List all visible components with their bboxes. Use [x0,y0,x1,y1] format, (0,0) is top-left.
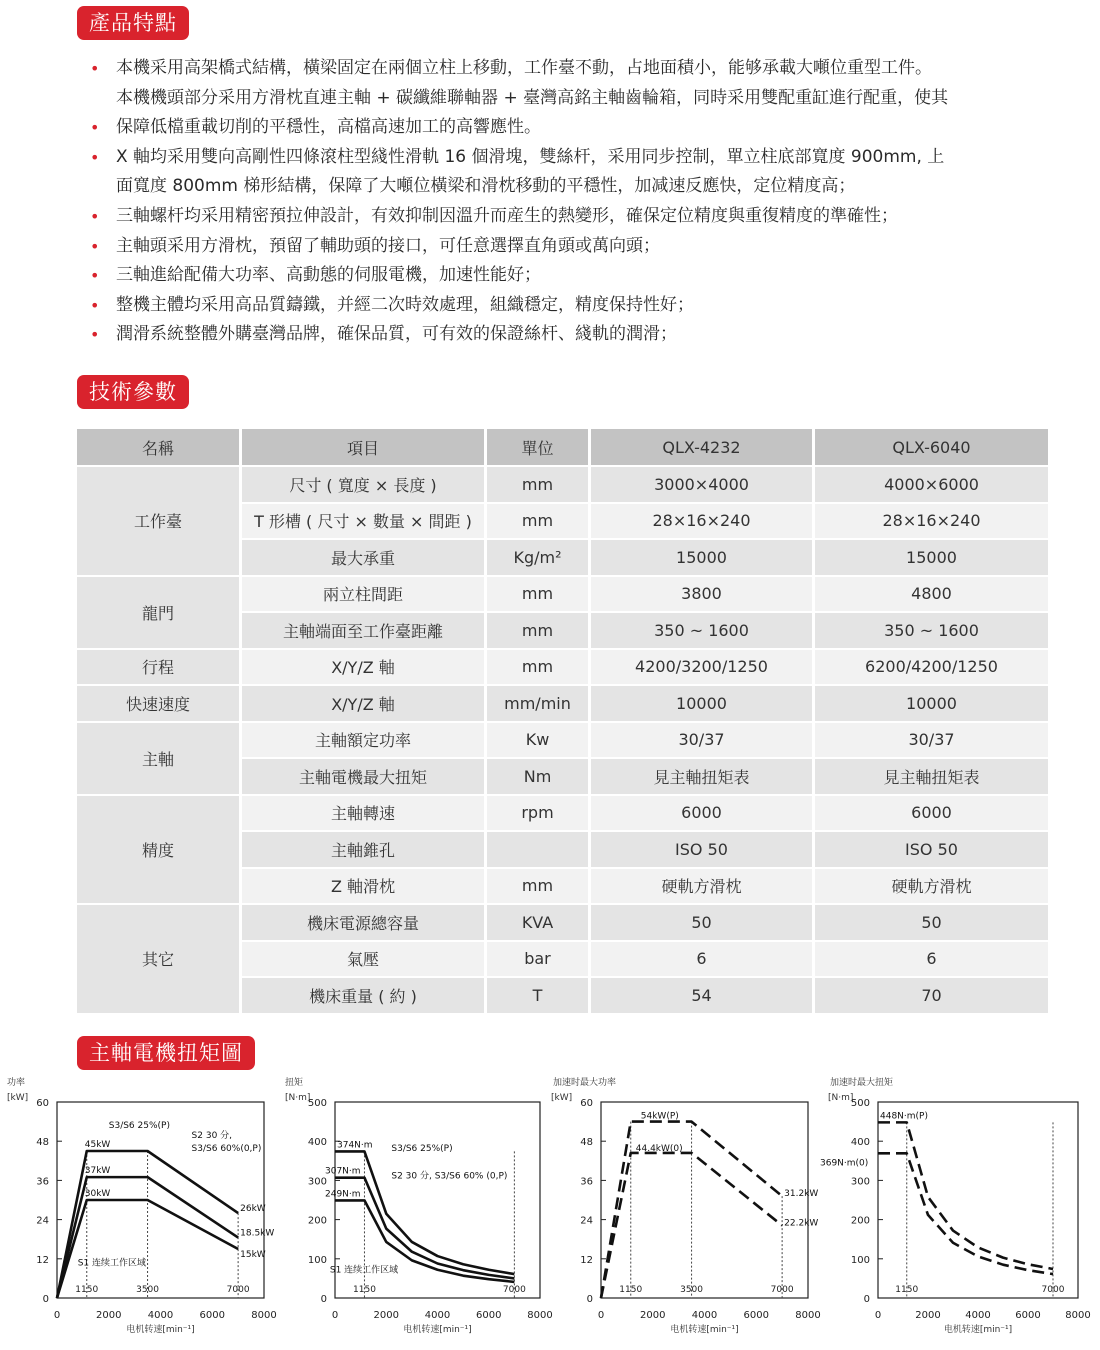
feature-text: 主軸頭采用方滑枕，預留了輔助頭的接口，可任意選擇直角頭或萬向頭； [116,235,660,256]
value-label: 44.4kW(0) [635,1143,683,1154]
y-axis-title: 功率 [7,1078,26,1088]
spec-cell: mm [487,869,588,904]
x-tick-label: 2000 [640,1310,666,1321]
chart-title: 加速时最大功率 [553,1078,617,1088]
spec-header-cell: QLX-4232 [591,429,812,465]
table-row [77,650,1048,685]
x-tick-label: 0 [53,1310,61,1321]
spec-cell: mm/min [487,686,588,721]
spec-cell: Kg/m² [487,540,588,575]
table-row [77,796,1048,831]
y-tick-label: 0 [863,1294,870,1305]
x-tick-label: 8000 [251,1310,277,1321]
spec-cell: 10000 [591,686,812,721]
x-tick-label: 2000 [96,1310,122,1321]
y-tick-label: 36 [580,1176,593,1188]
feature-item [90,54,1080,84]
value-label: 374N·m [337,1140,373,1151]
spec-section-title: 技術參數 [77,375,189,409]
spec-cell: T [487,978,588,1013]
inner-tick-label: 7000 [502,1285,526,1295]
feature-text: 整機主體均采用高品質鑄鐵，并經二次時效處理，組織穩定，精度保持性好； [116,294,694,315]
y-tick-label: 300 [850,1176,870,1188]
spec-cell: mm [487,577,588,612]
spec-cell: bar [487,942,588,977]
series-line [878,1153,1053,1274]
inner-tick-label: 1150 [353,1285,376,1295]
spec-cell: 350 ~ 1600 [591,613,812,648]
y-tick-label: 60 [36,1098,49,1109]
spec-group-name: 行程 [77,650,239,685]
x-tick-label: 0 [597,1310,605,1321]
series-line [335,1151,514,1274]
spec-cell: 最大承重 [242,540,484,575]
y-tick-label: 300 [307,1176,327,1188]
feature-text: 本機機頭部分采用方滑枕直連主軸 + 碳纖維聯軸器 + 臺灣高銘主軸齒輪箱，同時采用雙配重缸進行配重，使其 [116,87,949,108]
spec-group-name: 龍門 [77,577,239,648]
spec-cell: 10000 [815,686,1048,721]
y-axis-unit: [kW] [7,1093,29,1103]
feature-item [90,202,1080,232]
inner-tick-label: 7000 [1041,1285,1065,1295]
value-label: 30kW [84,1189,111,1199]
spec-cell: KVA [487,905,588,940]
x-tick-label: 6000 [199,1310,225,1321]
spec-cell: Nm [487,759,588,794]
bullet-icon: • [90,118,100,138]
value-label: 307N·m [325,1166,361,1177]
bullet-icon: • [90,206,100,226]
inner-tick-label: 7000 [226,1285,250,1295]
spec-cell: 主軸額定功率 [242,723,484,758]
annotation-label: S1 连续工作区域 [329,1265,399,1276]
feature-text: 保障低檔重載切削的平穩性，高檔高速加工的高響應性。 [116,117,541,138]
spec-cell: 350 ~ 1600 [815,613,1048,648]
spec-group-name: 精度 [77,796,239,904]
value-label: 37kW [84,1166,111,1177]
spec-cell: 28×16×240 [815,504,1048,539]
feature-text: 面寬度 800mm 梯形結構，保障了大噸位橫梁和滑枕移動的平穩性，加减速反應快，定位精度高； [116,176,856,197]
feature-item [90,291,1080,321]
table-row [77,686,1048,721]
spec-cell: 兩立柱間距 [242,577,484,612]
x-axis-title: 电机转速[min⁻¹] [943,1325,1013,1335]
x-axis-title: 电机转速[min⁻¹] [126,1325,195,1335]
feature-item [90,320,1080,350]
y-tick-label: 100 [307,1254,327,1266]
spec-cell: mm [487,650,588,685]
spec-cell: X/Y/Z 軸 [242,650,484,685]
x-tick-label: 4000 [965,1310,991,1321]
table-row [77,577,1048,612]
features-list [90,54,1080,350]
spec-cell: ISO 50 [591,832,812,867]
spec-cell: 6 [815,942,1048,977]
x-tick-label: 4000 [424,1310,451,1321]
annotation-label: S3/S6 60%(0,P) [191,1144,262,1154]
spec-cell: 主軸端面至工作臺距離 [242,613,484,648]
y-tick-label: 200 [307,1215,327,1227]
x-tick-label: 6000 [476,1310,502,1321]
y-axis-unit: [N·m] [828,1093,854,1103]
y-axis-unit: [N·m] [285,1093,311,1103]
spec-group-name: 主軸 [77,723,239,794]
inner-tick-label: 1150 [895,1285,919,1295]
y-tick-label: 100 [850,1254,870,1266]
y-tick-label: 0 [42,1294,49,1305]
spec-cell: rpm [487,796,588,831]
inner-tick-label: 1150 [75,1285,99,1295]
y-tick-label: 12 [36,1254,49,1266]
spec-cell: Kw [487,723,588,758]
y-tick-label: 200 [850,1215,870,1227]
table-row [77,723,1048,758]
spec-cell: 6 [591,942,812,977]
spec-cell: ISO 50 [815,832,1048,867]
value-label: 448N·m(P) [880,1111,928,1122]
spec-header-cell: 項目 [242,429,484,465]
annotation-label: S1 连续工作区域 [77,1258,147,1269]
y-tick-label: 36 [36,1176,49,1188]
spec-cell: T 形槽 ( 尺寸 × 數量 × 間距 ) [242,504,484,539]
value-label: 369N·m(0) [820,1158,869,1169]
annotation-label: S3/S6 25%(P) [391,1144,453,1154]
x-axis-title: 电机转速[min⁻¹] [403,1325,472,1335]
value-label: 15kW [240,1250,266,1260]
x-axis-title: 电机转速[min⁻¹] [670,1325,739,1335]
inner-tick-label: 3500 [680,1285,704,1295]
y-tick-label: 48 [580,1137,593,1149]
chart-title: 加速时最大扭矩 [830,1078,894,1088]
spec-cell: 主軸錐孔 [242,832,484,867]
spec-cell: 30/37 [815,723,1048,758]
annotation-label: S3/S6 25%(P) [108,1121,170,1132]
spec-cell: 硬軌方滑枕 [815,869,1048,904]
spec-cell: 氣壓 [242,942,484,977]
feature-item [90,84,1080,114]
x-tick-label: 0 [874,1310,882,1321]
spec-group-name: 其它 [77,905,239,1013]
bullet-icon: • [90,59,100,78]
spec-cell: 4200/3200/1250 [591,650,812,685]
annotation-label: S2 30 分, S3/S6 60% (0,P) [391,1171,508,1182]
spec-cell: mm [487,613,588,648]
spec-cell: 6000 [591,796,812,831]
spec-cell: 6200/4200/1250 [815,650,1048,685]
y-tick-label: 60 [580,1098,593,1109]
spec-cell: 54 [591,978,812,1013]
value-label: 249N·m [325,1189,361,1200]
x-tick-label: 4000 [691,1310,718,1321]
feature-text: X 軸均采用雙向高剛性四條滾柱型綫性滑軌 16 個滑塊，雙絲杆，采用同步控制，單立柱底部寬度 900mm, 上 [116,146,945,167]
spec-cell: 機床重量 ( 約 ) [242,978,484,1013]
x-tick-label: 8000 [1065,1310,1091,1321]
spec-header-cell: QLX-6040 [815,429,1048,465]
table-row [77,467,1048,502]
chart-panel [7,1076,277,1335]
spec-header-cell: 名稱 [77,429,239,465]
y-tick-label: 400 [850,1137,870,1149]
feature-text: 三軸螺杆均采用精密預拉伸設計，有效抑制因溫升而産生的熱變形，確保定位精度與重復精度的準確性； [116,205,898,226]
features-section-title: 產品特點 [77,6,189,40]
feature-text: 潤滑系統整體外購臺灣品牌，確保品質，可有效的保證絲杆、綫軌的潤滑； [116,324,677,345]
spec-cell: 見主軸扭矩表 [815,759,1048,794]
y-tick-label: 500 [850,1098,870,1109]
spec-cell: mm [487,467,588,502]
spec-cell: 15000 [591,540,812,575]
spec-cell: 3800 [591,577,812,612]
spec-cell: mm [487,504,588,539]
x-tick-label: 0 [331,1310,339,1321]
value-label: 45kW [84,1140,111,1150]
charts-area [0,1075,1100,1345]
chart-panel [285,1076,553,1335]
x-tick-label: 6000 [743,1310,769,1321]
spec-cell: 主軸電機最大扭矩 [242,759,484,794]
spec-cell: 28×16×240 [591,504,812,539]
bullet-icon: • [90,325,100,345]
x-tick-label: 8000 [795,1310,821,1321]
spec-cell: 尺寸 ( 寬度 × 長度 ) [242,467,484,502]
spec-cell: 機床電源總容量 [242,905,484,940]
spec-cell: 主軸轉速 [242,796,484,831]
spec-cell: 30/37 [591,723,812,758]
spec-cell: 硬軌方滑枕 [591,869,812,904]
bullet-icon: • [90,266,100,286]
spec-cell: 4000×6000 [815,467,1048,502]
series-line [335,1178,514,1279]
feature-item [90,261,1080,291]
spec-cell: 3000×4000 [591,467,812,502]
spec-cell [487,832,588,867]
y-axis-unit: [kW] [551,1093,573,1103]
spec-cell: Z 軸滑枕 [242,869,484,904]
chart-section-title: 主軸電機扭矩圖 [77,1036,255,1070]
spec-cell: 見主軸扭矩表 [591,759,812,794]
feature-item [90,113,1080,143]
bullet-icon: • [90,236,100,256]
value-label: 18.5kW [240,1228,275,1239]
feature-item [90,232,1080,262]
y-tick-label: 24 [580,1215,593,1227]
inner-tick-label: 1150 [619,1285,643,1295]
spec-cell: X/Y/Z 軸 [242,686,484,721]
y-tick-label: 0 [586,1294,593,1305]
spec-cell: 50 [815,905,1048,940]
value-label: 22.2kW [784,1218,819,1229]
bullet-icon: • [90,295,100,315]
spec-header-cell: 單位 [487,429,588,465]
y-axis-title: 扭矩 [285,1078,304,1088]
spec-cell: 70 [815,978,1048,1013]
y-tick-label: 24 [36,1215,49,1227]
x-tick-label: 2000 [373,1310,399,1321]
feature-text: 本機采用高架橋式結構，橫梁固定在兩個立柱上移動，工作臺不動，占地面積小，能够承載大噸位重型工件。 [116,58,932,78]
x-tick-label: 2000 [915,1310,941,1321]
spec-group-name: 工作臺 [77,467,239,575]
y-tick-label: 48 [36,1137,49,1149]
value-label: 26kW [240,1204,266,1215]
y-tick-label: 500 [307,1098,327,1109]
feature-item [90,172,1080,202]
bullet-icon: • [90,147,100,167]
inner-tick-label: 7000 [770,1285,794,1295]
x-tick-label: 4000 [147,1310,174,1321]
value-label: 31.2kW [784,1189,819,1200]
table-row [77,905,1048,940]
feature-text: 三軸進給配備大功率、高動態的伺服電機，加速性能好； [116,265,541,286]
value-label: 54kW(P) [640,1111,679,1122]
spec-cell: 4800 [815,577,1048,612]
chart-panel [820,1076,1091,1335]
torque-power-charts [0,1075,1100,1345]
spec-table [74,427,1051,1015]
feature-item [90,143,1080,173]
chart-panel [551,1076,821,1335]
spec-cell: 15000 [815,540,1048,575]
spec-cell: 50 [591,905,812,940]
annotation-label: S2 30 分, [191,1130,233,1141]
y-tick-label: 12 [580,1254,593,1266]
x-tick-label: 8000 [527,1310,553,1321]
x-tick-label: 6000 [1015,1310,1041,1321]
spec-group-name: 快速速度 [77,686,239,721]
series-line [878,1122,1053,1269]
inner-tick-label: 3500 [136,1285,160,1295]
y-tick-label: 400 [307,1137,327,1149]
y-tick-label: 0 [320,1294,327,1305]
spec-cell: 6000 [815,796,1048,831]
